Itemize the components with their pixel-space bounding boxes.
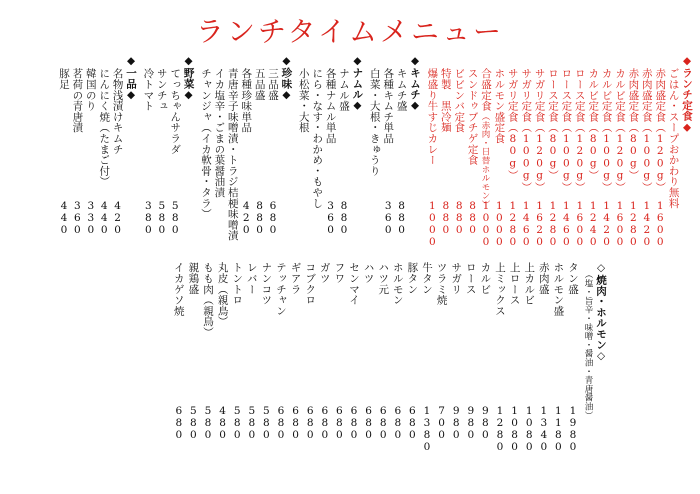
lunch-item-price: 1280: [506, 200, 519, 248]
yakiniku-item-price: 680: [333, 405, 346, 441]
ippin-item-name: 豚足: [58, 68, 70, 90]
yakiniku-item-name: 上カルビ: [523, 262, 536, 306]
lunch-item-name: ロース定食（120g）: [573, 68, 586, 193]
yakiniku-item-name: 豚タン: [406, 262, 419, 295]
yakiniku-item-price: 1080: [523, 405, 536, 453]
chinmi-item-name: 三品盛: [267, 68, 279, 101]
ippin-item-name: 韓国のり: [84, 68, 97, 112]
yakiniku-note: （塩・旨辛・味噌・醤油・青唐醤油）: [583, 270, 593, 420]
chinmi-heading: ◆珍味◆: [280, 55, 293, 102]
yakiniku-item-name: 上ミックス: [494, 262, 506, 316]
yakiniku-item-price: 980: [464, 405, 477, 441]
ippin-item-price: 360: [71, 200, 84, 236]
yakiniku-item-name: ギアラ: [289, 262, 302, 295]
lunch-item-price: 1600: [614, 200, 626, 248]
yakiniku-item-name: ツラミ焼: [435, 262, 448, 306]
lunch-item-name: 爆盛り牛すじカレー: [426, 68, 439, 166]
yakiniku-item-price: 1280: [494, 405, 506, 453]
lunch-item-name: 赤肉盛定食（120g）: [654, 68, 667, 193]
yakiniku-item-price: 680: [304, 405, 317, 441]
yakiniku-item-price: 580: [202, 405, 214, 441]
yakiniku-item-price: 980: [450, 405, 463, 441]
kimchi-item-name: 各種キムチ単品: [382, 68, 395, 144]
lunch-item-name: カルビ定食（120g）: [614, 68, 626, 193]
yakiniku-item-name: ガツ: [318, 262, 331, 284]
lunch-item-name: カルビ定食（100g）: [600, 68, 613, 193]
yakiniku-item-name: 牛タン: [421, 262, 433, 295]
yakiniku-item-price: 680: [391, 405, 404, 441]
chinmi-item-name: 各種珍味単品: [240, 68, 253, 133]
yakiniku-item-name: コブクロ: [304, 262, 317, 306]
kimchi-item-price: 880: [395, 200, 408, 236]
lunch-item-name: ロース定食（80g）: [547, 68, 559, 181]
ippin-item-price: 440: [98, 200, 111, 236]
yakiniku-heading: ◇焼肉・ホルモン◇: [595, 262, 607, 363]
yakiniku-item-name: ハツ元: [377, 262, 390, 295]
lunch-item-price: 880: [439, 200, 452, 236]
lunch-item-name: サガリ定食（100g）: [520, 68, 533, 193]
namul-item-name: にら・なす・わかめ・もやし: [311, 68, 324, 209]
lunch-item-price: 1420: [640, 200, 653, 248]
lunch-item-name: 赤肉盛定食（80g）: [627, 68, 640, 181]
yakiniku-item-name: イカゲソ焼: [172, 262, 185, 316]
lunch-item-price: 880: [453, 200, 466, 236]
lunch-item-price: 1000: [426, 200, 439, 248]
lunch-item-sub: （赤肉・日替ホルモン）: [480, 112, 490, 209]
yakiniku-item-price: 580: [231, 405, 244, 441]
yakiniku-item-name: ナンコツ: [260, 262, 273, 306]
yasai-heading: ◆野菜◆: [182, 55, 195, 102]
yakiniku-item-price: 1380: [421, 405, 433, 453]
ippin-item-name: にんにく焼（たまご付）: [98, 68, 111, 187]
namul-item-price: 880: [338, 200, 350, 236]
yakiniku-item-name: テッチャン: [275, 262, 287, 316]
lunch-item-price: 1600: [573, 200, 586, 248]
yakiniku-item-price: 1080: [508, 405, 521, 453]
lunch-item-price: 1420: [600, 200, 613, 248]
yasai-item-name: てっちゃんサラダ: [169, 68, 182, 155]
lunch-item-price: 1280: [547, 200, 559, 248]
lunch-item-price: 1280: [627, 200, 640, 248]
yakiniku-item-price: 680: [289, 405, 302, 441]
yakiniku-item-name: トントロ: [231, 262, 244, 306]
lunch-item-price: 1000: [493, 200, 506, 248]
yakiniku-item-price: 480: [216, 405, 229, 441]
chinmi-item-name: 青唐辛子味噌漬・トラジ桔梗味噌漬: [226, 68, 239, 241]
yasai-item-price: 380: [142, 200, 155, 236]
lunch-item-price: 1000: [480, 200, 492, 248]
yakiniku-item-price: 680: [362, 405, 375, 441]
ippin-item-price: 420: [111, 200, 124, 236]
yakiniku-item-name: レバー: [245, 262, 258, 295]
yakiniku-item-name: ホルモン: [391, 262, 404, 306]
lunch-item-name: 赤肉盛定食（100g）: [640, 68, 653, 193]
yakiniku-item-price: 680: [275, 405, 287, 441]
lunch-item-price: 1460: [520, 200, 533, 248]
yakiniku-item-price: 580: [187, 405, 200, 441]
yasai-item-price: 580: [155, 200, 168, 236]
lunch-item-name: 特製 黒冷麺: [439, 68, 452, 133]
ippin-heading: ◆一品◆: [125, 55, 137, 102]
page-title: ランチタイムメニュー: [195, 15, 505, 48]
yakiniku-item-price: 1180: [552, 405, 565, 453]
yakiniku-item-name: 赤肉盛: [537, 262, 550, 295]
lunch-item-name: ビビンバ定食: [453, 68, 466, 133]
kimchi-item-name: 白菜・大根・きゅうり: [368, 68, 381, 176]
yakiniku-item-name: 丸皮（親鳥）: [216, 262, 229, 327]
kimchi-item-price: 360: [382, 200, 395, 236]
namul-heading: ◆ナムル◆: [351, 55, 364, 112]
yakiniku-item-name: サガリ: [450, 262, 463, 295]
ippin-item-price: 330: [84, 200, 97, 236]
yakiniku-item-price: 580: [245, 405, 258, 441]
ippin-item-name: 名物浅漬けキムチ: [111, 68, 124, 155]
yakiniku-item-name: ハツ: [362, 262, 375, 284]
yakiniku-item-name: フワ: [333, 262, 346, 284]
yakiniku-item-price: 680: [318, 405, 331, 441]
chinmi-item-name: 五品盛: [253, 68, 266, 101]
yakiniku-item-name: もも肉（親鳥）: [202, 262, 214, 338]
yakiniku-item-price: 580: [260, 405, 273, 441]
yakiniku-item-name: カルビ: [479, 262, 492, 295]
lunch-item-name: 合盛定食: [480, 68, 492, 112]
yakiniku-item-price: 680: [348, 405, 360, 441]
yasai-item-name: 冷トマト: [142, 68, 155, 112]
yasai-item-name: サンチュ: [155, 68, 168, 112]
yakiniku-item-name: センマイ: [348, 262, 360, 306]
lunch-note: ごはん・スープおかわり無料: [667, 68, 680, 209]
yakiniku-item-price: 1340: [537, 405, 550, 453]
chinmi-item-price: 680: [267, 200, 279, 236]
namul-item-name: ナムル盛: [338, 68, 350, 112]
yakiniku-item-price: 700: [435, 405, 448, 441]
chinmi-item-name: チャンジャ（イカ軟骨・タラ）: [200, 68, 212, 220]
yakiniku-item-name: タン盛: [567, 262, 579, 295]
yakiniku-item-name: 親鶏盛: [187, 262, 200, 295]
yakiniku-item-name: ホルモン盛: [552, 262, 565, 316]
yakiniku-item-price: 980: [479, 405, 492, 441]
ippin-item-name: 茗荷の青唐漬: [71, 68, 84, 133]
lunch-item-price: 1600: [654, 200, 667, 248]
lunch-item-name: ロース定食（100g）: [560, 68, 573, 193]
yakiniku-item-price: 680: [377, 405, 390, 441]
lunch-item-price: 1620: [533, 200, 546, 248]
kimchi-item-name: キムチ盛: [395, 68, 408, 112]
lunch-item-price: 1240: [587, 200, 600, 248]
lunch-item-name: カルビ定食（80g）: [587, 68, 600, 181]
chinmi-item-price: 420: [240, 200, 253, 236]
chinmi-item-price: 880: [253, 200, 266, 236]
lunch-item-name: サガリ定食（80g）: [506, 68, 519, 181]
namul-item-price: 360: [324, 200, 337, 236]
lunch-item-price: 1460: [560, 200, 573, 248]
namul-item-name: 各種ナムル単品: [324, 68, 337, 144]
chinmi-item-name: イカ塩辛・ごまの葉醤油漬: [213, 68, 226, 198]
yakiniku-item-price: 1980: [567, 405, 579, 453]
lunch-item-name: スンドゥブチゲ定食: [466, 68, 479, 166]
yakiniku-item-price: 680: [406, 405, 419, 441]
yakiniku-item-price: 680: [172, 405, 185, 441]
yasai-item-price: 580: [169, 200, 182, 236]
yakiniku-item-name: 上ロース: [508, 262, 521, 306]
yakiniku-item-name: ロース: [464, 262, 477, 295]
lunch-item-name: ホルモン盛定食: [493, 68, 506, 144]
lunch-item-name: サガリ定食（120g）: [533, 68, 546, 193]
namul-item-name: 小松菜・大根: [297, 68, 310, 133]
lunch-item-price: 880: [466, 200, 479, 236]
lunch-heading: ◆ランチ定食◆: [681, 55, 693, 134]
ippin-item-price: 440: [58, 200, 70, 236]
kimchi-heading: ◆キムチ◆: [409, 55, 421, 112]
